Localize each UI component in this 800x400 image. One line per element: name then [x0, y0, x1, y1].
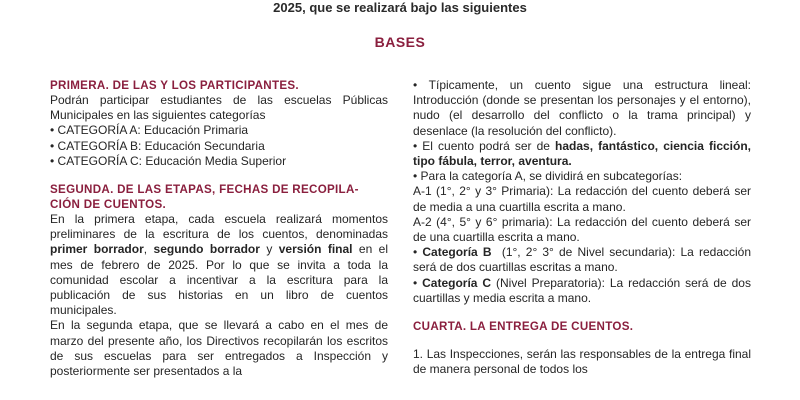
- category-c-item: • CATEGORÍA C: Educación Media Superior: [50, 153, 287, 168]
- right-column: [413, 78, 755, 377]
- section-segunda-heading: [50, 182, 388, 212]
- left-column: [50, 78, 388, 379]
- segunda-heading-line1: SEGUNDA. DE LAS ETAPAS, FECHAS DE RECOPILA-: [50, 183, 359, 197]
- subcategory-a2: A-2 (4°, 5° y 6° primaria): La redacción del cuento deberá ser de una cuartilla escrita a mano.: [413, 214, 751, 245]
- section-primera-heading: PRIMERA. DE LAS Y LOS PARTICIPANTES.: [50, 79, 299, 92]
- genre-bullet: • El cuento podrá ser de hadas, fantástico, ciencia ficción, tipo fábula, terror, aventura.: [413, 138, 751, 169]
- category-c-rule: • Categoría C (Nivel Preparatoria): La redacción será de dos cuartillas y media escrita a mano.: [413, 275, 751, 305]
- structure-bullet: • Típicamente, un cuento sigue una estructura lineal: Introducción (donde se presentan los personajes y el entorno), nudo (el desarrollo del conflicto o la trama principal) y desenlace (la resolución del conflicto).: [413, 78, 751, 138]
- category-a-item: • CATEGORÍA A: Educación Primaria: [50, 123, 249, 138]
- segunda-heading-line2: CIÓN DE CUENTOS.: [50, 198, 167, 212]
- subcategories-bullet: • Para la categoría A, se dividirá en subcategorías:: [413, 169, 683, 184]
- segunda-paragraph-2: En la segunda etapa, que se llevará a cabo en el mes de marzo del presente año, los Directivos recopilarán los escritos de sus escuelas para ser entregados a Inspección y posteriormente ser presentados a la: [50, 318, 388, 379]
- bases-title: BASES: [374, 34, 426, 50]
- subcategory-a1: A-1 (1°, 2° y 3° Primaria): La redacción del cuento deberá ser de media a una cuartilla escrita a mano.: [413, 184, 751, 214]
- intro-tail-text: 2025, que se realizará bajo las siguientes: [273, 0, 527, 15]
- category-b-rule: • Categoría B (1°, 2° 3° de Nivel secundaria): La redacción será de dos cuartillas escritas a mano.: [413, 245, 755, 275]
- section-cuarta-heading: CUARTA. LA ENTREGA DE CUENTOS.: [413, 320, 634, 334]
- cuarta-paragraph-1: 1. Las Inspecciones, serán las responsables de la entrega final de manera personal de todos los: [413, 347, 751, 377]
- segunda-paragraph-1: En la primera etapa, cada escuela realizará momentos preliminares de la escritura de los cuentos, denominadas primer borrador, segundo borrador y versión final en el mes de febrero de 2025. Por lo que se invita a toda la comunidad escolar a incentivar a la escritura para la publicación de sus historias en un libro de cuentos municipales.: [50, 212, 389, 318]
- primera-intro: Podrán participar estudiantes de las escuelas Públicas Municipales en las siguientes categorías: [50, 93, 388, 123]
- category-b-item: • CATEGORÍA B: Educación Secundaria: [50, 138, 265, 153]
